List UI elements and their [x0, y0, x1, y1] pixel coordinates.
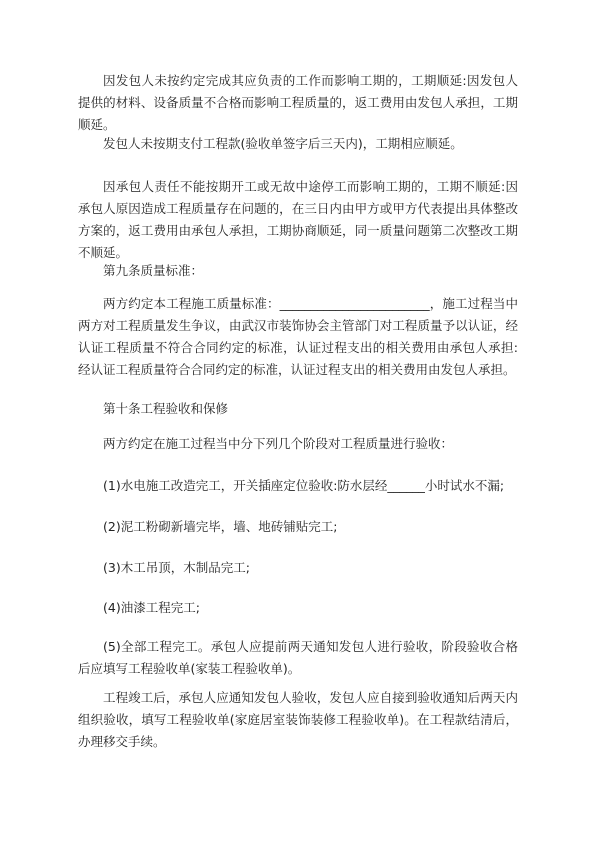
heading-article-10: 第十条工程验收和保修	[103, 401, 229, 416]
paragraph-completion-acceptance: 工程竣工后，承包人应通知发包人验收，发包人应自接到验收通知后两天内组织验收，填写工程验收单(家庭居室装饰装修工程验收单)。在工程款结清后，办理移交手续。	[78, 690, 518, 749]
paragraph-inspection-stages: 两方约定在施工过程当中分下列几个阶段对工程质量进行验收：	[103, 436, 454, 451]
paragraph-delay-by-client: 因发包人未按约定完成其应负责的工作而影响工期的，工期顺延:因发包人提供的材料、设备质量不合格而影响工程质量的，返工费用由发包人承担，工期顺延。	[78, 73, 518, 132]
heading-article-9: 第九条质量标准：	[103, 263, 204, 278]
paragraph-contractor-responsibility: 因承包人责任不能按期开工或无故中途停工而影响工期的，工期不顺延:因承包人原因造成工程质量存在问题的，在三日内由甲方或甲方代表提出具体整改方案的，返工费用由承包人承担，工期协商顺延，同一质量问题第二次整改工期不顺延。	[78, 179, 518, 260]
paragraph-payment-delay: 发包人未按期支付工程款(验收单签字后三天内)，工期相应顺延。	[103, 136, 463, 151]
paragraph-quality-standard: 两方约定本工程施工质量标准：________________________，施工过程当中两方对工程质量发生争议，由武汉市装饰协会主管部门对工程质量予以认证，经认证工程质量不符合合同约定的标准，认证过程支出的相关费用由承包人承担:经认证工程质量符合合同约定的标准，认证过程支出的相关费用由发包人承担。	[78, 296, 518, 377]
list-item-stage-3: (3)木工吊顶，木制品完工;	[103, 560, 250, 575]
list-item-stage-1: (1)水电施工改造完工，开关插座定位验收:防水层经______小时试水不漏;	[103, 478, 505, 493]
list-item-stage-4: (4)油漆工程完工;	[103, 600, 200, 615]
list-item-stage-2: (2)泥工粉砌新墙完毕，墙、地砖铺贴完工;	[103, 519, 338, 534]
list-item-stage-5: (5)全部工程完工。承包人应提前两天通知发包人进行验收，阶段验收合格后应填写工程验收单(家装工程验收单)。	[78, 639, 518, 676]
